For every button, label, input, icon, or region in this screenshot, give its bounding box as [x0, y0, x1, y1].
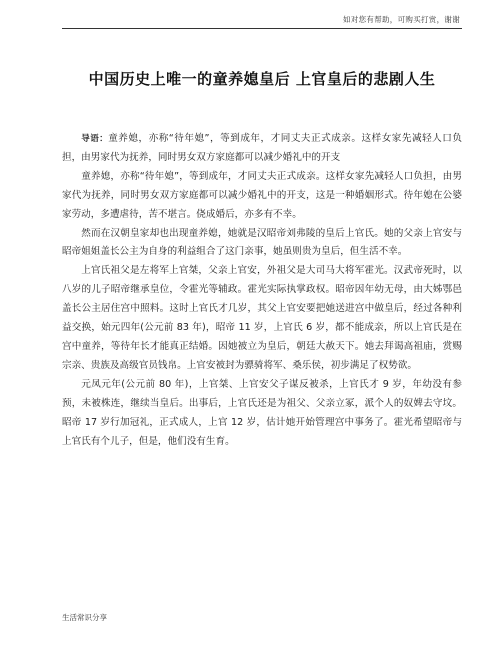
paragraph-1: 童养媳，亦称“待年媳”，等到成年，才同丈夫正式成亲。这样女家先减轻人口负担，由男家代为抚养，同时男女双方家庭都可以减少婚礼中的开支，这是一种婚姻形式。待年媳在公婆家劳动，多遭虐待，苦不堪言。侥成婚后，亦多有不幸。	[62, 170, 462, 220]
article-body	[62, 130, 462, 451]
lead-text: 童养媳，亦称“待年媳”，等到成年，才同丈夫正式成亲。这样女家先减轻人口负担，由男家代为抚养，同时男女双方家庭都可以减少婚礼中的开支	[62, 133, 462, 163]
lead-label: 导语：	[81, 134, 109, 144]
header-note: 如对您有帮助，可购买打赏，谢谢	[343, 15, 460, 24]
header-divider	[62, 28, 462, 29]
lead-paragraph	[62, 130, 462, 168]
paragraph-2: 然而在汉朝皇家却也出现童养媳，她就是汉昭帝刘弗陵的皇后上官氏。她的父亲上官安与昭帝姐姐盖长公主为自身的利益组合了这门亲事，她虽则贵为皇后，但生活不幸。	[62, 227, 462, 258]
footer-text: 生活常识分享	[62, 613, 107, 622]
paragraph-3: 上官氏祖父是左将军上官桀，父亲上官安，外祖父是大司马大将军霍光。汉武帝死时，以八岁的儿子昭帝继承皇位，令霍光等辅政。霍光实际执掌政权。昭帝因年幼无母，由大姊鄂邑盖长公主居住宫中照料。这时上官氏才几岁，其父上官安要把她送进宫中做皇后，经过各种利益交换，始元四年(公元前 83 年)，昭帝 11 岁，上官氏 6 岁，都不能成亲，所以上官氏是在宫中童养，等待年长才能真正结婚。因她被立为皇后，朝廷大赦天下。她去拜谒高祖庙，赏赐宗亲、贵族及高级官员钱帛。上官安被封为骠骑将军、桑乐侯，初步满足了权势欲。	[62, 265, 462, 371]
page-title: 中国历史上唯一的童养媳皇后 上官皇后的悲剧人生	[88, 70, 436, 88]
paragraph-4: 元凤元年(公元前 80 年)，上官桀、上官安父子谋反被杀，上官氏才 9 岁，年幼没有参预，未被株连，继续当皇后。出事后，上官氏还是为祖父、父亲立冢，派个人的奴婢去守坟。昭帝 17 岁行加冠礼，正式成人，上官 12 岁，估计她开始管理宫中事务了。霍光希望昭帝与上官氏有个儿子，但是，他们没有生育。	[62, 378, 462, 447]
